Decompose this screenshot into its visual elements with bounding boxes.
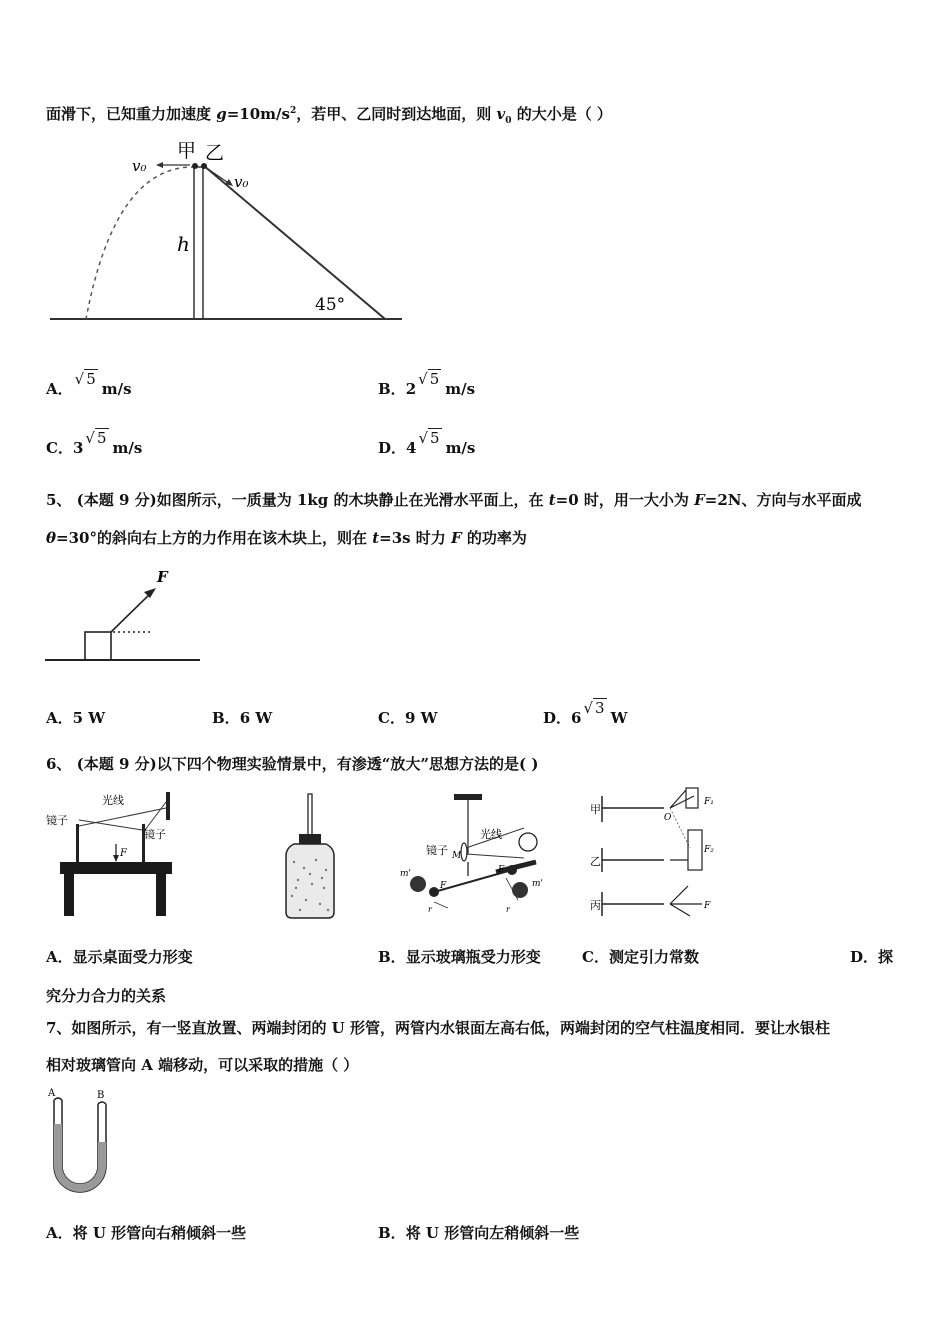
q4-option-d[interactable]: D．4√ 5m/s [378,429,476,457]
q6-stem: 6、 (本题 9 分)以下四个物理实验情景中，有渗透“放大”思想方法的是( ) [46,755,539,773]
q7-figure [44,1086,116,1196]
q4-yi-label: 乙 [205,142,225,164]
q7-stem-line1: 7、如图所示，有一竖直放置、两端封闭的 U 形管，两管内水银面左高右低，两端封闭的空气柱温度相同．要让水银柱 [46,1019,830,1037]
q5-force-label: F [157,568,168,586]
q6-d-O-label: O [664,813,672,823]
q5-option-d[interactable]: D．6√ 3W [543,699,628,727]
q7-option-b[interactable]: B．将 U 形管向左稍倾斜一些 [378,1224,580,1242]
q6-option-d-continued: 究分力合力的关系 [46,987,167,1005]
q6-figure-a [46,786,181,920]
q4-h-label: h [177,232,190,256]
q6-a-mirror1-label: 镜子 [46,814,68,827]
q6-option-a[interactable]: A．显示桌面受力形变 [46,948,193,966]
q5-option-a[interactable]: A．5 W [46,709,106,727]
q6-figure-d [590,786,725,920]
q7-stem-line2: 相对玻璃管向 A 端移动，可以采取的措施（ ） [46,1056,359,1074]
q6-d-yi-label: 乙 [590,855,601,868]
q6-d-bing-label: 丙 [590,899,601,912]
q6-a-mirror2-label: 镜子 [144,828,166,841]
q6-c-light-label: 光线 [480,828,502,841]
q5-option-b[interactable]: B．6 W [212,709,273,727]
q4-option-c[interactable]: C．3√ 5m/s [46,429,143,457]
q5-stem-line2: θ=30°的斜向右上方的力作用在该木块上，则在 t=3s 时力 F 的功率为 [46,529,527,547]
q4-figure [40,135,410,335]
q4-stem: 面滑下，已知重力加速度 $g=10m/s^2$，若甲、乙同时到达地面，则 $v_0$ 的大小是（ ） [46,105,612,126]
q4-option-b[interactable]: B．2√ 5m/s [378,370,476,398]
q5-option-c[interactable]: C．9 W [378,709,438,727]
q6-c-r1-label: r [428,905,432,914]
q6-c-m1-label: m' [400,869,412,879]
q6-c-mirror-label: 镜子 [426,844,448,857]
q6-c-m2-label: m' [532,879,544,889]
q6-option-b[interactable]: B．显示玻璃瓶受力形变 [378,948,541,966]
q4-jia-label: 甲 [177,140,197,162]
q7-B-label: B [97,1090,105,1101]
q6-d-F2-label: F₂ [704,845,714,855]
q6-c-M-label: M [452,851,462,861]
q6-d-F1-label: F₁ [704,797,714,807]
q6-figure-c [398,792,548,920]
q6-option-c[interactable]: C．测定引力常数 [582,948,699,966]
q4-option-a[interactable]: A．√ 5m/s [46,370,132,398]
q6-c-F1-label: F [440,881,447,891]
q4-v0-left-label: v₀ [132,157,147,175]
q6-figure-b [282,792,342,920]
q6-d-F-label: F [704,901,711,911]
q4-v0-right-label: v₀ [234,173,249,191]
q6-a-force-label: F [120,848,127,859]
q4-angle-label: 45° [315,295,346,315]
q7-A-label: A [48,1088,56,1099]
q6-a-light-label: 光线 [102,794,124,807]
q6-c-r2-label: r [506,905,510,914]
q6-c-F2-label: F [498,865,505,875]
q5-stem-line1: 5、 (本题 9 分)如图所示，一质量为 1kg 的木块静止在光滑水平面上，在 t=0 时，用一大小为 F=2N、方向与水平面成 [46,491,862,509]
q7-option-a[interactable]: A．将 U 形管向右稍倾斜一些 [46,1224,247,1242]
q6-option-d[interactable]: D．探 [850,948,894,966]
q5-figure [40,562,210,667]
q6-d-jia-label: 甲 [590,803,601,816]
